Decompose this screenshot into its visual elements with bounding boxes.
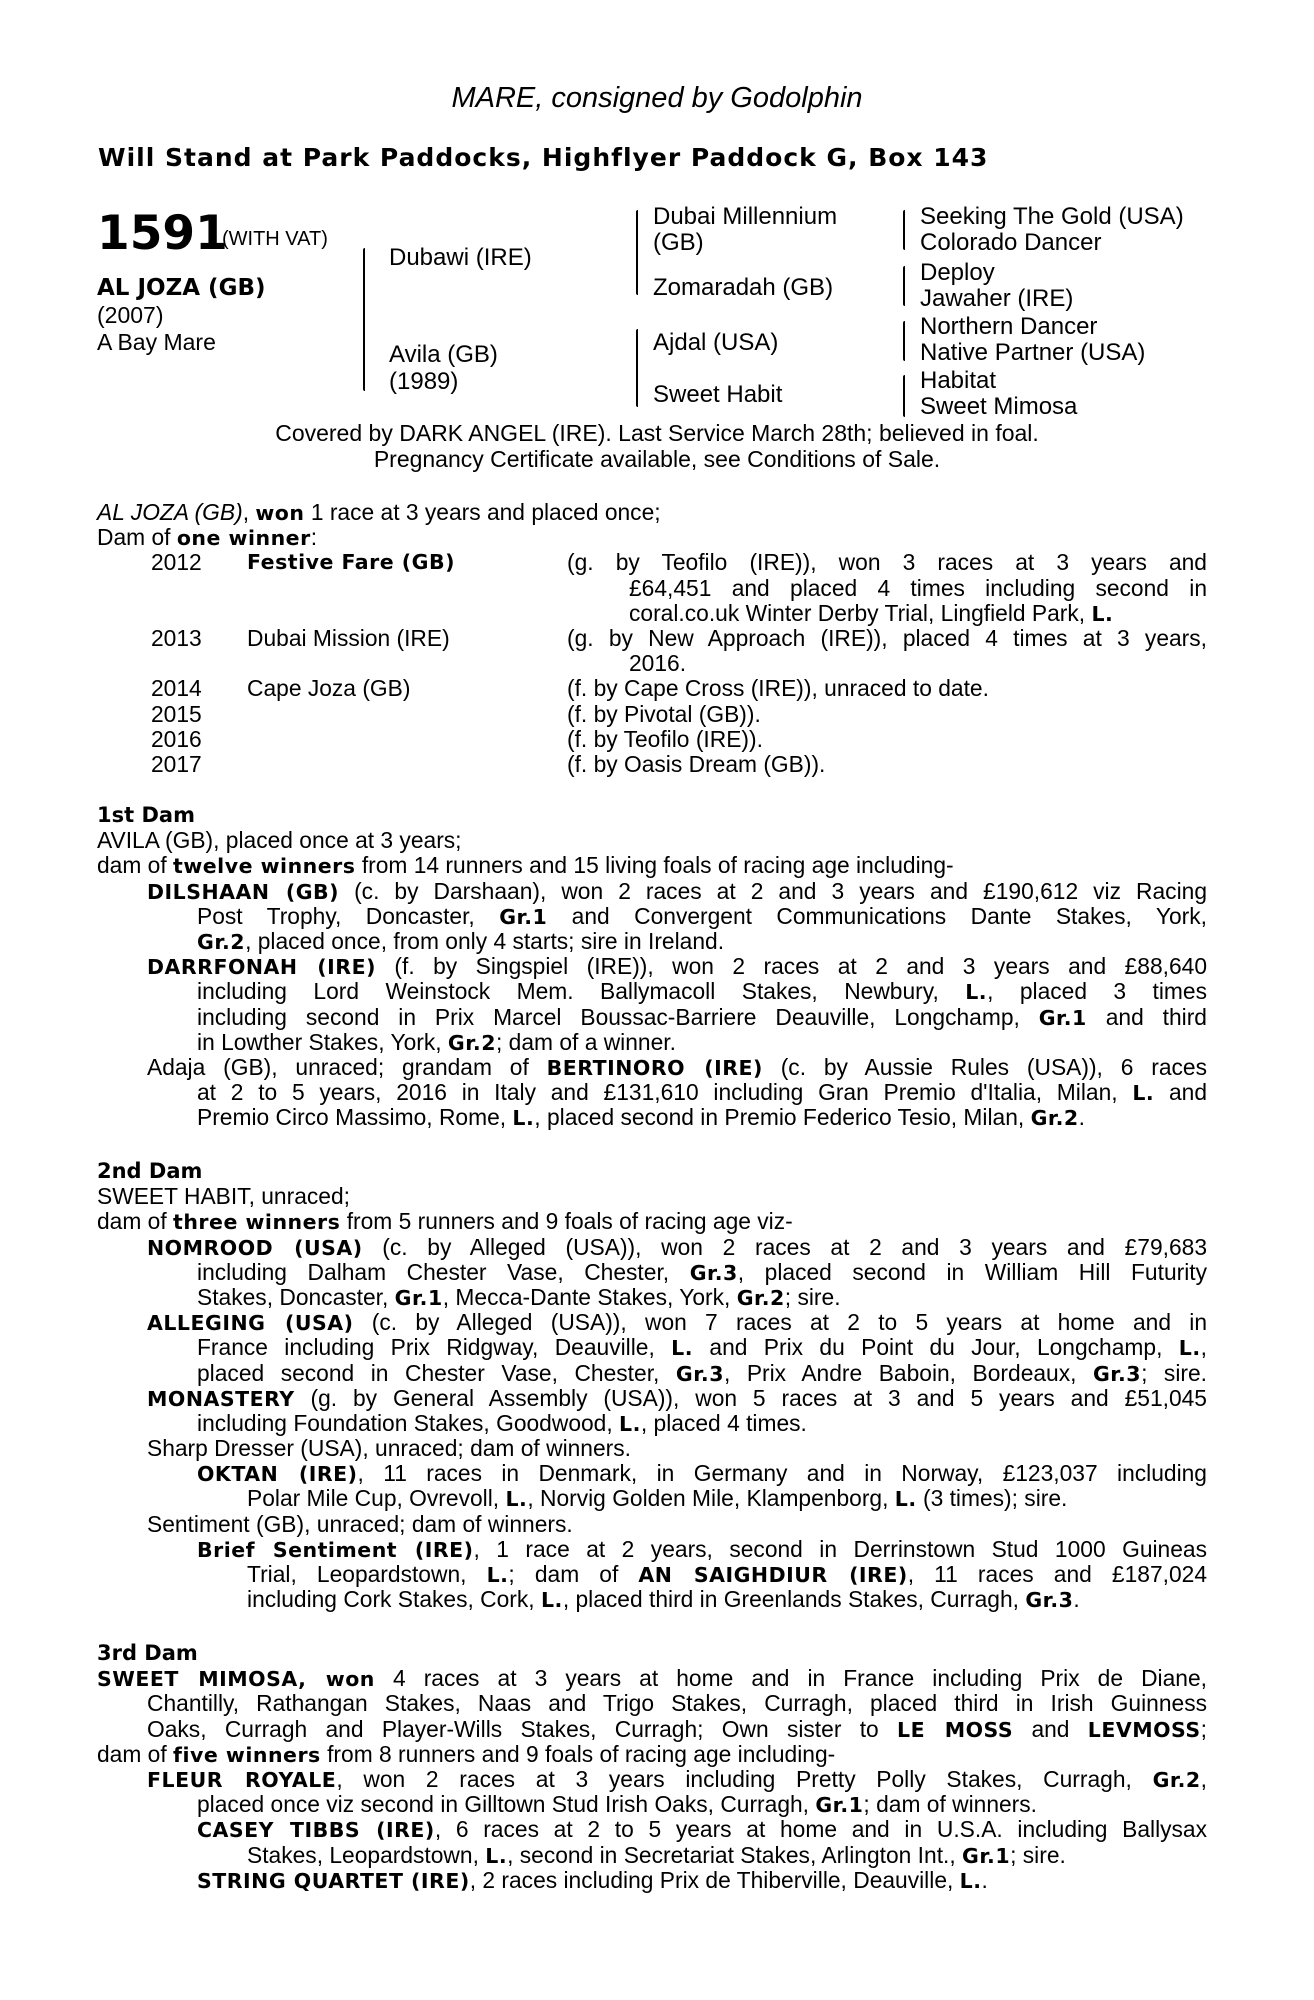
first-dam-line: AVILA (GB), placed once at 3 years; [97, 827, 462, 854]
entry-text: France including Prix Ridgway, Deauville, [197, 1335, 672, 1361]
entry-text: and [1013, 1716, 1088, 1742]
first-dam-section [97, 803, 1207, 1130]
pedigree-sds: Deploy [920, 259, 995, 286]
entry-text: ; [1200, 1716, 1207, 1742]
race-grade: Gr.2 [736, 1285, 785, 1310]
entry-text: including Cork Stakes, Cork, [247, 1586, 541, 1613]
entry-text: , placed once, from only 4 starts; sire in Ireland. [245, 927, 725, 954]
first-dam-text: from 14 runners and 15 living foals of racing age including- [355, 852, 954, 879]
race-grade: Gr.2 [447, 1030, 496, 1055]
pedigree-bracket-3 [636, 329, 638, 407]
sentiment-line: Sentiment (GB), unraced; dam of winners. [147, 1510, 573, 1537]
fleur-royale-name: FLEUR ROYALE [147, 1767, 337, 1792]
entry-text: Adaja (GB), unraced; grandam of [147, 1054, 547, 1080]
pedigree-sss: Seeking The Gold (USA) [920, 203, 1184, 230]
entry-text: . [1078, 1104, 1085, 1131]
entry-text: (c. by Darshaan), won 2 races at 2 and 3 years and £190,612 viz Racing [339, 878, 1207, 904]
entry-text: from 5 runners and 9 foals of racing age viz- [340, 1208, 793, 1235]
sweet-mimosa-won: , won [298, 1667, 375, 1692]
brief-sentiment-name: Brief Sentiment (IRE) [197, 1537, 474, 1562]
race-grade: Gr.2 [1030, 1106, 1079, 1131]
first-dam-text: dam of [97, 852, 174, 879]
entry-text: , placed 4 times. [640, 1409, 807, 1436]
darrfonah-name: DARRFONAH (IRE) [147, 955, 376, 980]
race-grade: L. [894, 1487, 917, 1512]
entry-text: Chantilly, Rathangan Stakes, Naas and Trigo Stakes, Curragh, placed third in Irish Guinness [147, 1691, 1207, 1717]
produce-desc: (g. by Teofilo (IRE)), won 3 races at 3 years and [567, 550, 1207, 576]
entry-text: (f. by Singspiel (IRE)), won 2 races at 2 and 3 years and £88,640 [375, 954, 1207, 980]
race-grade: Gr.1 [499, 904, 548, 929]
produce-name [247, 727, 567, 752]
third-dam-heading: 3rd Dam [97, 1641, 198, 1665]
race-grade: L. [671, 1336, 694, 1361]
pedigree-bracket-4 [903, 210, 905, 250]
entry-text: Oaks, Curragh and Player-Wills Stakes, Curragh; Own sister to [147, 1716, 898, 1742]
adaja-entry [97, 1055, 1207, 1080]
darrfonah-entry [97, 954, 1207, 979]
produce-row [97, 702, 1207, 727]
pregnancy-line: Pregnancy Certificate available, see Conditions of Sale. [373, 446, 941, 472]
entry-text: placed once viz second in Gilltown Stud Irish Oaks, Curragh, [197, 1791, 816, 1818]
second-dam-heading: 2nd Dam [97, 1159, 203, 1183]
produce-year: 2017 [151, 750, 202, 777]
entry-text: , won 2 races at 3 years including Pretty Polly Stakes, Curragh, [336, 1766, 1153, 1792]
string-quartet-entry [97, 1868, 1207, 1893]
casey-tibbs-name: CASEY TIBBS (IRE) [197, 1818, 435, 1843]
race-grade: L. [1132, 1081, 1155, 1106]
nomrood-entry [97, 1235, 1207, 1260]
stand-location: Will Stand at Park Paddocks, Highflyer Paddock G, Box 143 [98, 143, 989, 172]
first-dam-heading: 1st Dam [97, 803, 195, 827]
pedigree-bracket-7 [903, 375, 905, 417]
entry-text: , Norvig Golden Mile, Klampenborg, [527, 1485, 895, 1512]
produce-year: 2016 [151, 725, 202, 752]
entry-text: (c. by Alleged (USA)), won 2 races at 2 and 3 years and £79,683 [362, 1234, 1207, 1260]
second-dam-winner-count: three winners [173, 1210, 341, 1235]
entry-text: , 2 races including Prix de Thiberville, Deauville, [469, 1866, 960, 1893]
race-grade: Gr.3 [675, 1361, 724, 1386]
monastery-name: MONASTERY [147, 1386, 295, 1411]
entry-text: ; sire. [1141, 1360, 1207, 1386]
entry-text: ; sire. [1010, 1841, 1066, 1868]
second-dam-section [97, 1159, 1207, 1612]
second-dam-line: SWEET HABIT, unraced; [97, 1183, 350, 1210]
entry-text: ; sire. [784, 1283, 841, 1310]
produce-colon: : [310, 524, 318, 551]
entry-text: including Dalham Chester Vase, Chester, [197, 1259, 690, 1285]
entry-text: Stakes, Doncaster, [197, 1283, 395, 1310]
entry-text: Polar Mile Cup, Ovrevoll, [247, 1485, 506, 1512]
produce-name: Dubai Mission (IRE) [247, 624, 450, 651]
entry-text: placed second in Chester Vase, Chester, [197, 1360, 676, 1386]
produce-year: 2013 [151, 624, 202, 651]
pedigree-dds: Habitat [920, 367, 997, 394]
produce-row [97, 626, 1207, 651]
pedigree-sdd: Jawaher (IRE) [920, 285, 1074, 312]
third-dam-section [97, 1641, 1207, 1893]
entry-text: including second in Prix Marcel Boussac-Barriere Deauville, Longchamp, [197, 1004, 1039, 1030]
sharp-dresser-line: Sharp Dresser (USA), unraced; dam of winners. [147, 1435, 631, 1462]
dilshaan-entry [97, 879, 1207, 904]
dilshaan-name: DILSHAAN (GB) [147, 879, 340, 904]
entry-text: , 11 races and £187,024 [907, 1562, 1207, 1587]
le-moss-name: LE MOSS [897, 1717, 1014, 1742]
race-grade: L. [1091, 601, 1114, 626]
third-dam-winner-count: five winners [173, 1742, 321, 1767]
entry-text: dam of [97, 1208, 174, 1235]
pedigree-bracket-1 [363, 248, 365, 391]
pedigree-bracket-6 [903, 321, 905, 361]
casey-tibbs-entry [97, 1817, 1207, 1842]
race-grade: L. [486, 1563, 509, 1587]
entry-text: and third [1086, 1004, 1207, 1030]
entry-text: (c. by Alleged (USA)), won 7 races at 2 to 5 years at home and in [353, 1310, 1207, 1336]
entry-text: Stakes, Leopardstown, [247, 1841, 486, 1868]
horse-name: AL JOZA (GB) [97, 275, 266, 301]
string-quartet-name: STRING QUARTET (IRE) [197, 1868, 470, 1893]
produce-desc-cont: 2016. [629, 650, 687, 677]
entry-text: Post Trophy, Doncaster, [197, 903, 500, 929]
entry-text: in Lowther Stakes, York, [197, 1028, 448, 1055]
produce-desc: (f. by Oasis Dream (GB)). [567, 750, 826, 777]
race-grade: Gr.1 [815, 1793, 864, 1818]
pedigree-bracket-2 [636, 210, 638, 295]
race-grade: Gr.3 [1092, 1361, 1142, 1386]
produce-year: 2014 [151, 675, 202, 702]
pedigree-dss: Northern Dancer [920, 313, 1098, 340]
brief-sentiment-entry [97, 1537, 1207, 1562]
race-grade: Gr.3 [1025, 1588, 1074, 1613]
pedigree-dam-year: (1989) [389, 368, 459, 395]
nomrood-name: NOMROOD (USA) [147, 1235, 363, 1260]
entry-text: , [1200, 1335, 1207, 1361]
produce-name [247, 752, 567, 777]
horse-description: A Bay Mare [97, 329, 216, 355]
entry-text: and Convergent Communications Dante Stakes, York, [547, 903, 1207, 929]
entry-text: 4 races at 3 years at home and in France including Prix de Diane, [374, 1666, 1207, 1692]
covered-line: Covered by DARK ANGEL (IRE). Last Service March 28th; believed in foal. [275, 420, 1039, 446]
race-grade: L. [959, 1868, 982, 1893]
entry-text: and Prix du Point du Jour, Longchamp, [693, 1335, 1179, 1361]
race-grade: Gr.3 [689, 1260, 738, 1285]
entry-text: ; dam of [508, 1562, 639, 1587]
pedigree-sire-sire-country: (GB) [653, 229, 704, 256]
entry-text: , Prix Andre Baboin, Bordeaux, [723, 1360, 1093, 1386]
fleur-royale-entry [97, 1767, 1207, 1792]
produce-desc: (f. by Cape Cross (IRE)), unraced to date. [567, 675, 989, 702]
produce-row [97, 550, 1207, 575]
entry-text: , 6 races at 2 to 5 years at home and in U.S.A. including Ballysax [434, 1817, 1207, 1843]
pedigree-dam: Avila (GB) [389, 341, 498, 368]
race-grade: L. [485, 1843, 508, 1868]
produce-record: AL JOZA (GB), won 1 race at 3 years and placed once; Dam of one winner: 2012 Festive Fare (GB) (g. by Teofilo (IRE)), won 3 races at 3 years and £64,451 and placed 4 times including second in coral.co.uk Winter Derby Trial, Lingfield Park, L. 2013 Dubai Mission (IRE) (g. by New Approach (IRE)), placed 4 times at 3 years, 2016. 2014 Cape Joza (GB) (f. by Cape Cross (IRE)), unraced to date. 2015 (f. by Pivotal (GB)). 2016 (f. by Teofilo (IRE)). 2017 (f. by Oasis Dream (GB)). [97, 499, 1207, 777]
race-grade: L. [619, 1411, 641, 1436]
produce-desc-cont: £64,451 and placed 4 times including second in [629, 575, 1207, 601]
produce-desc: (f. by Teofilo (IRE)). [567, 725, 763, 752]
produce-year: 2015 [151, 700, 202, 727]
entry-text: ; dam of a winner. [496, 1028, 676, 1055]
race-grade: L. [540, 1588, 563, 1613]
entry-text: (c. by Aussie Rules (USA)), 6 races [762, 1054, 1207, 1080]
entry-text: Premio Circo Massimo, Rome, [197, 1104, 513, 1131]
entry-text: ; dam of winners. [863, 1791, 1038, 1818]
produce-desc-cont: coral.co.uk Winter Derby Trial, Lingfield Park, [629, 599, 1092, 626]
pedigree-dsd: Native Partner (USA) [920, 339, 1146, 366]
oktan-entry [97, 1461, 1207, 1486]
oktan-name: OKTAN (IRE) [197, 1462, 358, 1487]
pedigree-dam-sire: Ajdal (USA) [653, 329, 779, 356]
produce-desc: (f. by Pivotal (GB)). [567, 700, 761, 727]
entry-text: including Lord Weinstock Mem. Ballymacoll Stakes, Newbury, [197, 979, 966, 1005]
produce-name: Festive Fare (GB) [247, 550, 455, 575]
entry-text: , placed 3 times [987, 979, 1207, 1005]
alleging-name: ALLEGING (USA) [147, 1311, 354, 1336]
catalogue-header: MARE, consigned by Godolphin [451, 82, 863, 114]
entry-text: , placed second in Premio Federico Tesio, Milan, [534, 1104, 1031, 1131]
race-grade: L. [512, 1106, 535, 1131]
entry-text: , [1200, 1766, 1207, 1792]
produce-name: Cape Joza (GB) [247, 675, 411, 702]
race-grade: L. [505, 1487, 528, 1512]
produce-year: 2012 [151, 549, 202, 576]
monastery-entry [97, 1386, 1207, 1411]
produce-desc: (g. by New Approach (IRE)), placed 4 times at 3 years, [567, 625, 1207, 651]
entry-text: (3 times); sire. [916, 1485, 1068, 1512]
pedigree-bracket-5 [903, 266, 905, 306]
entry-text: , placed second in William Hill Futurity [737, 1259, 1207, 1285]
pedigree-sire-dam: Zomaradah (GB) [653, 274, 834, 301]
entry-text: , second in Secretariat Stakes, Arlington Int., [507, 1841, 963, 1868]
entry-text: . [1073, 1586, 1080, 1613]
produce-name [247, 702, 567, 727]
race-grade: Gr.2 [197, 929, 246, 954]
race-grade: L. [1178, 1336, 1201, 1361]
lot-number: 1591 [97, 206, 228, 261]
entry-text: , 11 races in Denmark, in Germany and in Norway, £123,037 including [357, 1461, 1207, 1487]
levmoss-name: LEVMOSS [1087, 1717, 1201, 1742]
entry-text: Trial, Leopardstown, [247, 1562, 487, 1587]
pedigree-sire-sire: Dubai Millennium [653, 203, 838, 230]
horse-year: (2007) [97, 302, 164, 328]
entry-text: including Foundation Stakes, Goodwood, [197, 1409, 620, 1436]
entry-text: at 2 to 5 years, 2016 in Italy and £131,610 including Gran Premio d'Italia, Milan, [197, 1080, 1133, 1106]
produce-dam-of: Dam of [97, 524, 177, 551]
pedigree-ddd: Sweet Mimosa [920, 393, 1078, 420]
an-saighdiur-name: AN SAIGHDIUR (IRE) [638, 1563, 908, 1587]
entry-text: , Mecca-Dante Stakes, York, [442, 1283, 737, 1310]
produce-winner-count: one winner [176, 526, 311, 551]
entry-text: dam of [97, 1740, 174, 1767]
produce-row [97, 727, 1207, 752]
race-grade: Gr.1 [1038, 1005, 1087, 1030]
pedigree-sire: Dubawi (IRE) [389, 244, 532, 271]
vat-note: (WITH VAT) [222, 228, 328, 250]
produce-row [97, 676, 1207, 701]
alleging-entry [97, 1310, 1207, 1335]
pedigree-ssd: Colorado Dancer [920, 229, 1102, 256]
produce-dam-name: AL JOZA (GB) [97, 499, 243, 525]
sweet-mimosa-name: SWEET MIMOSA [97, 1667, 299, 1692]
race-grade: L. [965, 980, 988, 1005]
entry-text: , placed third in Greenlands Stakes, Curragh, [562, 1586, 1026, 1613]
produce-intro: 1 race at 3 years and placed once; [304, 499, 661, 525]
first-dam-winner-count: twelve winners [173, 854, 356, 879]
race-grade: Gr.1 [394, 1285, 443, 1310]
entry-text: and [1154, 1080, 1207, 1106]
race-grade: Gr.1 [962, 1843, 1011, 1868]
pedigree-dam-dam: Sweet Habit [653, 381, 783, 408]
produce-won: won [255, 501, 305, 525]
produce-row [97, 752, 1207, 777]
entry-text: from 8 runners and 9 foals of racing age including- [320, 1740, 836, 1767]
race-grade: Gr.2 [1152, 1767, 1201, 1792]
entry-text: . [981, 1866, 988, 1893]
bertinoro-name: BERTINORO (IRE) [546, 1055, 763, 1080]
entry-text: (g. by General Assembly (USA)), won 5 races at 3 and 5 years and £51,045 [294, 1385, 1207, 1411]
entry-text: , 1 race at 2 years, second in Derrinstown Stud 1000 Guineas [473, 1536, 1207, 1562]
